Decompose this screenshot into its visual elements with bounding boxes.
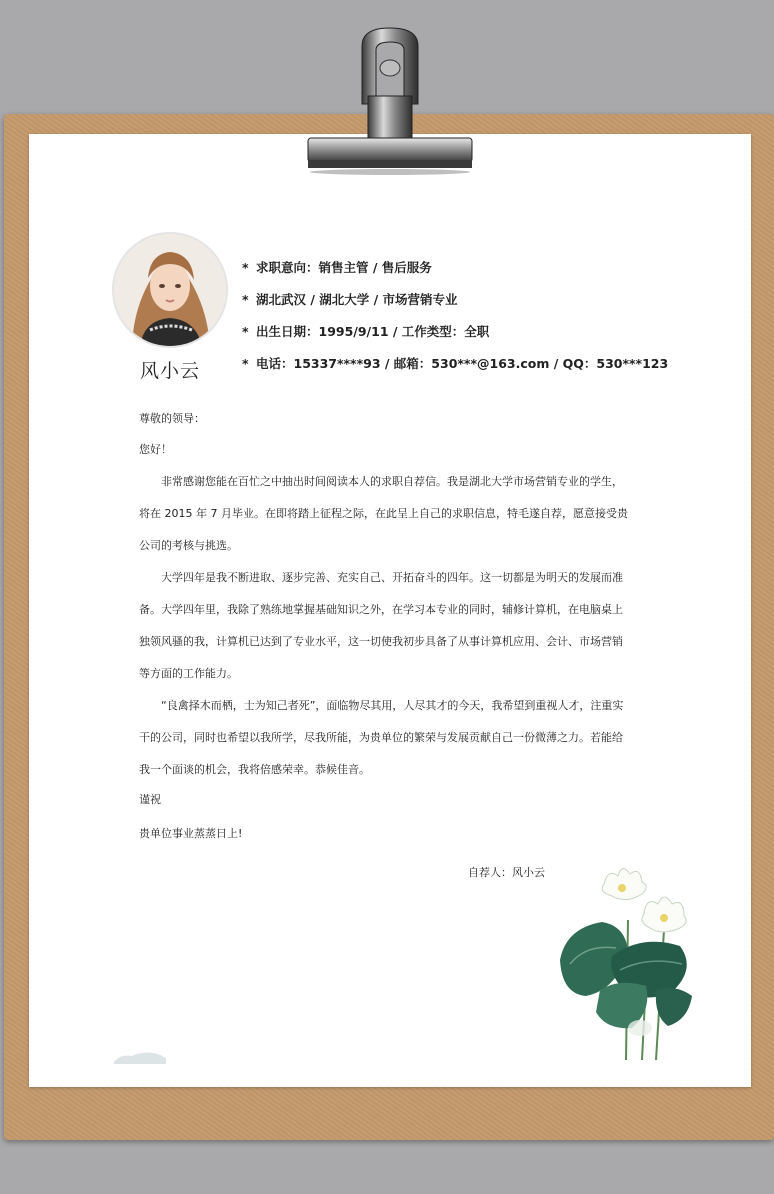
info-line-birthdate: * 出生日期：1995/9/11 / 工作类型：全职 <box>242 320 662 352</box>
avatar <box>114 234 226 346</box>
wish: 贵单位事业蒸蒸日上! <box>139 827 243 840</box>
lotus-flower <box>642 897 686 932</box>
letter-paragraph: 非常感谢您能在百忙之中抽出时间阅读本人的求职自荐信。我是湖北大学市场营销专业的学生，将在 2015 年 7 月毕业。在即将踏上征程之际，在此呈上自己的求职信息，特毛遂自荐，愿意接受贵公司的考核与挑选。 <box>139 475 628 552</box>
info-line-contact: * 电话：15337****93 / 邮箱：530***@163.com / QQ：530***123 <box>242 352 662 384</box>
ink-splash <box>110 1040 170 1064</box>
bullet-star: * <box>242 292 249 307</box>
letter-paragraph: “良禽择木而栖，士为知己者死”，面临物尽其用，人尽其才的今天，我希望到重视人才，注重实干的公司，同时也希望以我所学，尽我所能，为贵单位的繁荣与发展贡献自己一份微薄之力。若能给我一个面谈的机会，我将倍感荣幸。恭候佳音。 <box>139 699 624 776</box>
profile-info <box>242 256 669 384</box>
avatar-photo <box>114 234 226 346</box>
lotus-illustration <box>556 860 706 1065</box>
info-line-job-intent: * 求职意向：销售主管 / 售后服务 <box>242 256 662 288</box>
lotus-flower <box>602 868 646 899</box>
bullet-star: * <box>242 260 249 275</box>
greeting: 您好！ <box>139 443 172 456</box>
applicant-name: 风小云 <box>139 360 200 382</box>
info-line-education: * 湖北武汉 / 湖北大学 / 市场营销专业 <box>242 288 662 320</box>
binder-clip-icon <box>300 26 480 176</box>
letter-paragraph: 大学四年是我不断进取、逐步完善、充实自己、开拓奋斗的四年。这一切都是为明天的发展而准备。大学四年里，我除了熟练地掌握基础知识之外，在学习本专业的同时，辅修计算机，在电脑桌上独领风骚的我，计算机已达到了专业水平，这一切使我初步具备了从事计算机应用、会计、市场营销等方面的工作能力。 <box>139 571 623 680</box>
closing: 谨祝 <box>139 793 161 806</box>
signature: 自荐人：风小云 <box>468 866 545 879</box>
bullet-star: * <box>242 356 249 371</box>
bullet-star: * <box>242 324 249 339</box>
salutation: 尊敬的领导： <box>139 412 205 425</box>
cover-letter <box>139 409 629 855</box>
